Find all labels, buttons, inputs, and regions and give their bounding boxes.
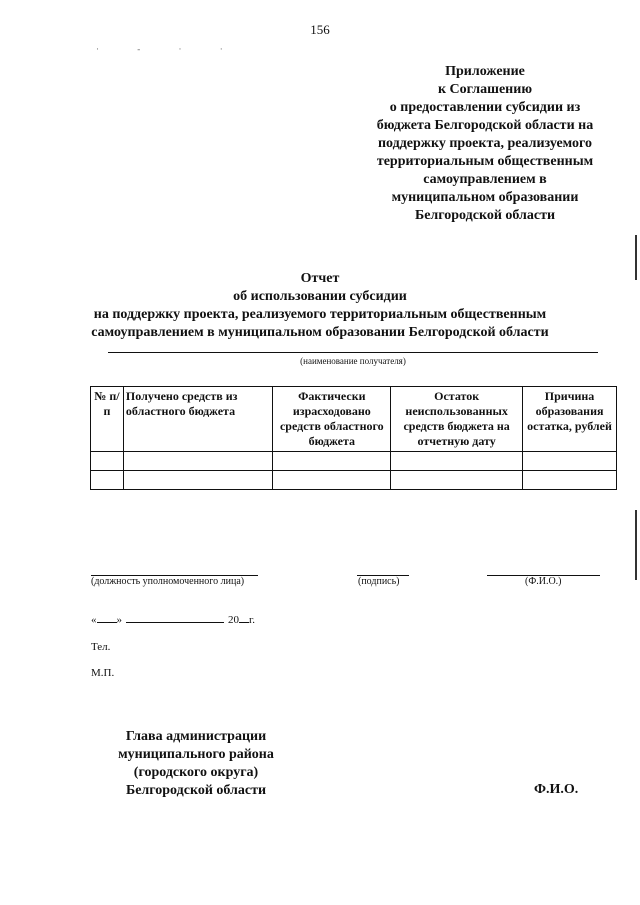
month-blank: [126, 622, 224, 623]
report-title: Отчет: [300, 271, 340, 286]
appendix-line: к Соглашению: [437, 82, 533, 97]
report-table: [90, 386, 617, 490]
column-header-spent: Фактически израсходовано средств областного бюджета: [273, 387, 391, 452]
year-suffix: г.: [249, 614, 256, 626]
appendix-line: о предоставлении субсидии из: [389, 100, 581, 115]
date-open-quote: «: [91, 614, 97, 626]
page-number: 156: [310, 22, 330, 37]
year-prefix: 20: [228, 614, 239, 626]
day-blank: [97, 622, 117, 623]
position-caption: (должность уполномоченного лица): [91, 576, 245, 587]
date-line: [91, 614, 255, 626]
appendix-block: [350, 63, 620, 225]
report-subtitle: самоуправлением в муниципальном образовании Белгородской области: [91, 325, 549, 340]
table-header-row: [91, 387, 617, 452]
appendix-line: Белгородской области: [414, 208, 556, 223]
table-cell: [91, 471, 124, 490]
date-close-quote: »: [116, 614, 122, 626]
recipient-caption: (наименование получателя): [300, 356, 406, 366]
column-header-received: Получено средств из областного бюджета: [123, 387, 273, 452]
appendix-line: муниципальном образовании: [391, 190, 579, 205]
report-subtitle: на поддержку проекта, реализуемого территориальным общественным: [93, 307, 547, 322]
column-header-number: № п/п: [91, 387, 124, 452]
column-header-remainder: Остаток неиспользованных средств бюджета на отчетную дату: [391, 387, 523, 452]
appendix-line: самоуправлением в: [423, 172, 547, 187]
head-title-line: Белгородской области: [125, 783, 267, 798]
table-cell: [523, 452, 617, 471]
table-cell: [273, 452, 391, 471]
stamp-label: М.П.: [91, 667, 115, 679]
head-name: Ф.И.О.: [534, 782, 579, 797]
report-heading: [80, 270, 560, 342]
table-cell: [391, 452, 523, 471]
appendix-line: территориальным общественным: [376, 154, 594, 169]
signature-caption: (подпись): [358, 576, 400, 587]
recipient-name-line: [108, 352, 598, 353]
head-title-line: (городского округа): [133, 765, 259, 780]
table-cell: [91, 452, 124, 471]
scan-edge-mark: [635, 510, 637, 580]
table-cell: [123, 471, 273, 490]
column-header-reason: Причина образования остатка, рублей: [523, 387, 617, 452]
scan-artifact: · - · ·: [96, 44, 241, 54]
table-cell: [273, 471, 391, 490]
year-blank: [239, 622, 249, 623]
head-title: [96, 728, 296, 800]
appendix-line: бюджета Белгородской области на: [376, 118, 594, 133]
table-row: [91, 471, 617, 490]
head-title-line: муниципального района: [118, 747, 274, 762]
name-caption: (Ф.И.О.): [525, 576, 562, 587]
table-row: [91, 452, 617, 471]
appendix-line: Приложение: [445, 64, 525, 79]
head-title-line: Глава администрации: [125, 729, 267, 744]
appendix-line: поддержку проекта, реализуемого: [377, 136, 593, 151]
report-subtitle: об использовании субсидии: [233, 289, 407, 304]
tel-label: Тел.: [91, 641, 111, 653]
table-cell: [523, 471, 617, 490]
table-cell: [123, 452, 273, 471]
scan-edge-mark: [635, 235, 637, 280]
table-cell: [391, 471, 523, 490]
